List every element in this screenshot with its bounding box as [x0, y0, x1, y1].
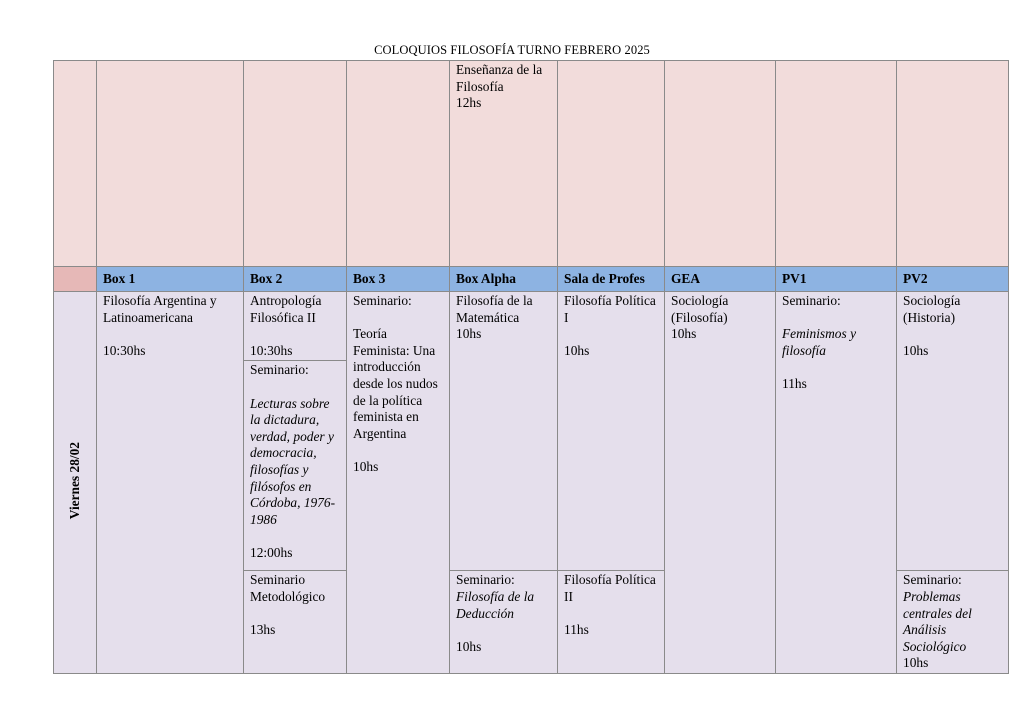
- room-header: Box 2: [244, 267, 347, 292]
- session-subject: Filosofía Política II: [564, 572, 656, 604]
- session-time: 10hs: [671, 326, 697, 342]
- session-prefix: Seminario:: [250, 362, 309, 378]
- session-box2-c: [244, 571, 347, 674]
- session-box1: [97, 292, 244, 674]
- session-time: 10:30hs: [103, 342, 146, 358]
- top-cell-sala-profes: [558, 61, 665, 267]
- room-header: Box Alpha: [450, 267, 558, 292]
- session-profes-b: [558, 571, 665, 674]
- session-prefix: Seminario:: [782, 293, 841, 308]
- session-box2-a: [244, 292, 347, 361]
- top-cell-pv1: [776, 61, 897, 267]
- session-prefix: Seminario:: [456, 572, 515, 588]
- top-cell-box1: [97, 61, 244, 267]
- top-cell-box3: [347, 61, 450, 267]
- session-time: 10hs: [456, 326, 482, 342]
- top-cell-day: [54, 61, 97, 267]
- top-cell-gea: [665, 61, 776, 267]
- session-subject: Teoría Feminista: Una introducción desde los nudos de la política feminista en Argentina: [353, 326, 438, 441]
- page-title: COLOQUIOS FILOSOFÍA TURNO FEBRERO 2025: [374, 43, 650, 57]
- session-alpha-b: [450, 571, 558, 674]
- session-time: 10hs: [903, 655, 929, 671]
- session-prefix: Seminario:: [353, 293, 412, 308]
- session-title: Feminismos y filosofía: [782, 326, 857, 358]
- room-header: PV1: [776, 267, 897, 292]
- top-subject: Enseñanza de la Filosofía: [456, 62, 543, 94]
- room-header: Box 3: [347, 267, 450, 292]
- session-box2-b: [244, 361, 347, 571]
- room-header: Sala de Profes: [558, 267, 665, 292]
- top-cell-box2: [244, 61, 347, 267]
- session-profes-a: [558, 292, 665, 571]
- session-gea: [665, 292, 776, 674]
- session-prefix: Seminario:: [903, 572, 962, 588]
- session-subject: Filosofía Política I: [564, 293, 656, 325]
- session-title: Lecturas sobre la dictadura, verdad, poder y democracia, filosofías y filósofos en Córdoba, 1976-1986: [250, 395, 336, 527]
- session-box3: [347, 292, 450, 674]
- top-cell-box-alpha: [450, 61, 558, 267]
- session-title: Problemas centrales del Análisis Sociológico: [903, 588, 972, 654]
- header-corner: [54, 267, 97, 292]
- session-time: 11hs: [782, 375, 807, 391]
- session-time: 10hs: [353, 458, 379, 474]
- session-subject: Sociología (Filosofía): [671, 293, 729, 325]
- schedule-table: [53, 60, 1009, 674]
- session-time: 12:00hs: [250, 544, 293, 560]
- room-header-row: [54, 267, 1009, 292]
- session-pv2-a: [897, 292, 1009, 571]
- session-title: Filosofía de la Deducción: [456, 588, 535, 621]
- session-subject: Filosofía Argentina y Latinoamericana: [103, 293, 217, 325]
- session-time: 10hs: [456, 638, 482, 654]
- day-row: [54, 292, 1009, 361]
- session-subject: Seminario Metodológico: [250, 572, 326, 604]
- session-pv2-b: [897, 571, 1009, 674]
- session-time: 13hs: [250, 622, 276, 638]
- session-time: 11hs: [564, 622, 589, 638]
- session-time: 10hs: [564, 342, 590, 358]
- top-time: 12hs: [456, 95, 482, 111]
- day-label: Viernes 28/02: [66, 441, 82, 519]
- top-row: [54, 61, 1009, 267]
- top-cell-pv2: [897, 61, 1009, 267]
- session-subject: Sociología (Historia): [903, 293, 961, 325]
- session-alpha-a: [450, 292, 558, 571]
- session-subject: Filosofía de la Matemática: [456, 293, 533, 325]
- day-label-cell: [54, 292, 97, 674]
- room-header: PV2: [897, 267, 1009, 292]
- session-time: 10:30hs: [250, 342, 293, 358]
- session-pv1: [776, 292, 897, 674]
- session-time: 10hs: [903, 342, 929, 358]
- room-header: GEA: [665, 267, 776, 292]
- room-header: Box 1: [97, 267, 244, 292]
- session-subject: Antropología Filosófica II: [250, 293, 322, 325]
